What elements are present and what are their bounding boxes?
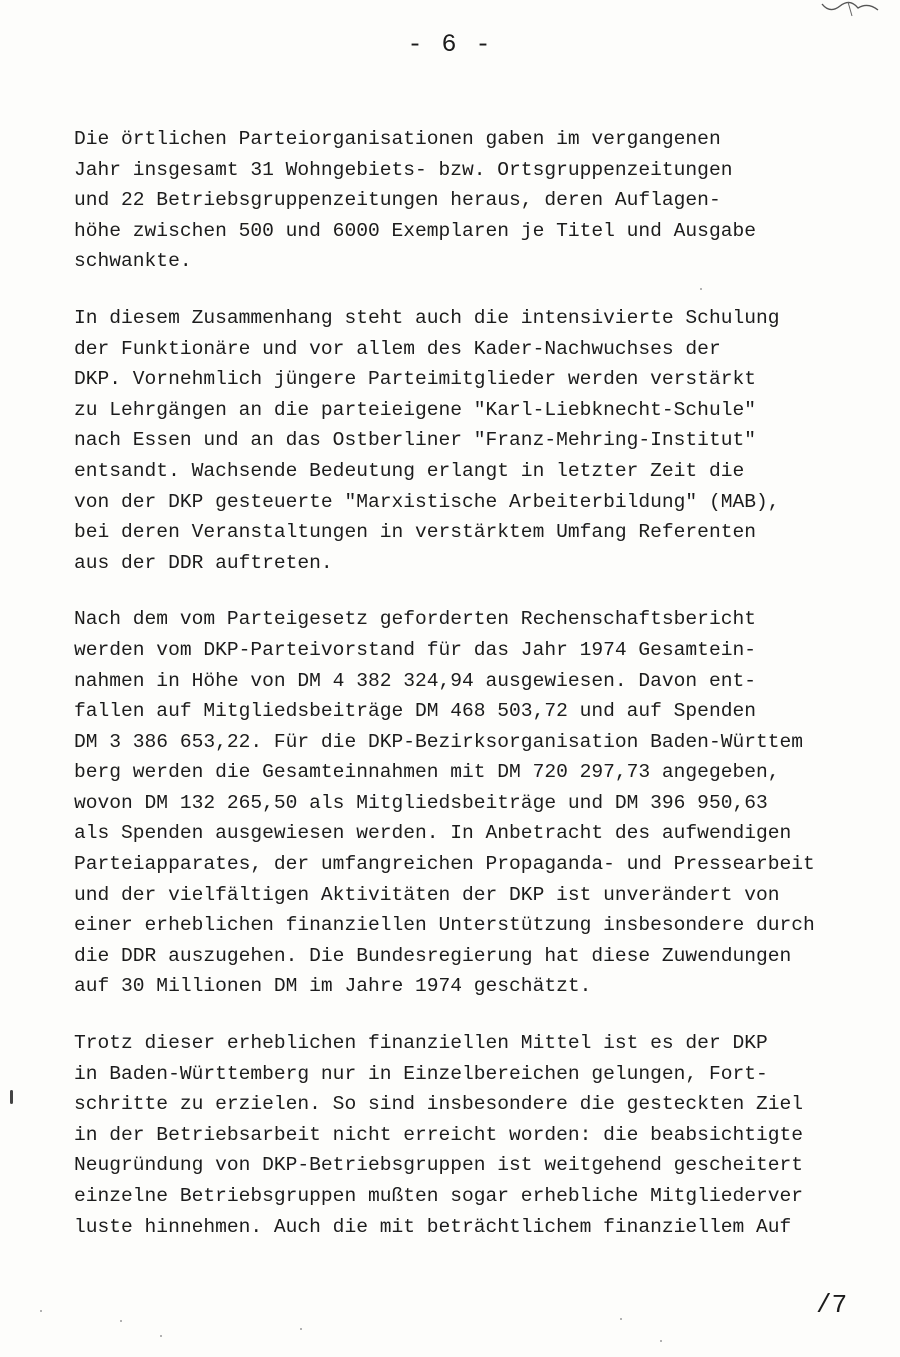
text-line: In diesem Zusammenhang steht auch die intensivierte Schulung: [74, 306, 780, 329]
next-page-reference: /7: [816, 1290, 848, 1320]
text-line: schritte zu erzielen. So sind insbesondere die gesteckten Ziel: [74, 1093, 804, 1116]
text-line: wovon DM 132 265,50 als Mitgliedsbeiträge und DM 396 950,63: [74, 791, 768, 814]
text-line: zu Lehrgängen an die parteieigene "Karl-Liebknecht-Schule": [74, 398, 756, 421]
paragraph-3: [74, 604, 874, 1002]
page-number: - 6 -: [407, 30, 493, 59]
text-line: werden vom DKP-Parteivorstand für das Jahr 1974 Gesamtein-: [74, 638, 756, 661]
scan-speck: [300, 1328, 302, 1330]
text-line: Die örtlichen Parteiorganisationen gaben im vergangenen: [74, 128, 721, 150]
text-line: bei deren Veranstaltungen in verstärktem Umfang Referenten: [74, 521, 756, 544]
paragraph-1: [74, 124, 874, 277]
text-line: in der Betriebsarbeit nicht erreicht worden: die beabsichtigte: [74, 1123, 804, 1146]
text-line: fallen auf Mitgliedsbeiträge DM 468 503,72 und auf Spenden: [74, 700, 756, 723]
text-line: luste hinnehmen. Auch die mit beträchtlichem finanziellem Auf: [74, 1215, 792, 1238]
text-line: als Spenden ausgewiesen werden. In Anbetracht des aufwendigen: [74, 822, 792, 845]
text-line: und 22 Betriebsgruppenzeitungen heraus, deren Auflagen-: [74, 189, 721, 212]
text-line: nahmen in Höhe von DM 4 382 324,94 ausgewiesen. Davon ent-: [74, 669, 756, 692]
text-line: aus der DDR auftreten.: [74, 551, 333, 574]
text-line: einzelne Betriebsgruppen mußten sogar erhebliche Mitgliederver: [74, 1185, 804, 1207]
text-line: Neugründung von DKP-Betriebsgruppen ist weitgehend gescheitert: [74, 1154, 804, 1177]
text-line: berg werden die Gesamteinnahmen mit DM 720 297,73 angegeben,: [74, 761, 780, 784]
scan-speck: [160, 1335, 162, 1337]
text-line: nach Essen und an das Ostberliner "Franz-Mehring-Institut": [74, 429, 756, 452]
text-line: DKP. Vornehmlich jüngere Parteimitglieder werden verstärkt: [74, 368, 756, 391]
text-line: die DDR auszugehen. Die Bundesregierung hat diese Zuwendungen: [74, 944, 792, 967]
text-line: schwankte.: [74, 250, 192, 273]
text-line: in Baden-Württemberg nur in Einzelbereichen gelungen, Fort-: [74, 1062, 768, 1085]
paragraph-4: [74, 1028, 874, 1242]
text-line: der Funktionäre und vor allem des Kader-Nachwuchses der: [74, 337, 721, 360]
text-line: und der vielfältigen Aktivitäten der DKP ist unverändert von: [74, 883, 780, 906]
text-line: Trotz dieser erheblichen finanziellen Mittel ist es der DKP: [74, 1032, 768, 1055]
scan-speck: [120, 1320, 122, 1322]
text-line: DM 3 386 653,22. Für die DKP-Bezirksorganisation Baden-Württem: [74, 730, 804, 753]
body-text: [74, 124, 874, 1268]
paragraph-2: [74, 303, 874, 578]
scan-speck: [700, 288, 702, 290]
scan-speck: [10, 1090, 13, 1104]
text-line: von der DKP gesteuerte "Marxistische Arbeiterbildung" (MAB),: [74, 490, 780, 513]
text-line: auf 30 Millionen DM im Jahre 1974 geschätzt.: [74, 975, 592, 998]
scan-speck: [660, 1340, 662, 1342]
text-line: entsandt. Wachsende Bedeutung erlangt in letzter Zeit die: [74, 459, 745, 482]
scan-speck: [620, 1318, 622, 1320]
corner-scribble-mark: [818, 0, 882, 20]
text-line: einer erheblichen finanziellen Unterstützung insbesondere durch: [74, 914, 815, 937]
text-line: Nach dem vom Parteigesetz geforderten Rechenschaftsbericht: [74, 608, 756, 631]
text-line: Jahr insgesamt 31 Wohngebiets- bzw. Ortsgruppenzeitungen: [74, 158, 733, 181]
scan-speck: [40, 1310, 42, 1312]
text-line: höhe zwischen 500 und 6000 Exemplaren je Titel und Ausgabe: [74, 219, 756, 242]
text-line: Parteiapparates, der umfangreichen Propaganda- und Pressearbeit: [74, 853, 815, 876]
